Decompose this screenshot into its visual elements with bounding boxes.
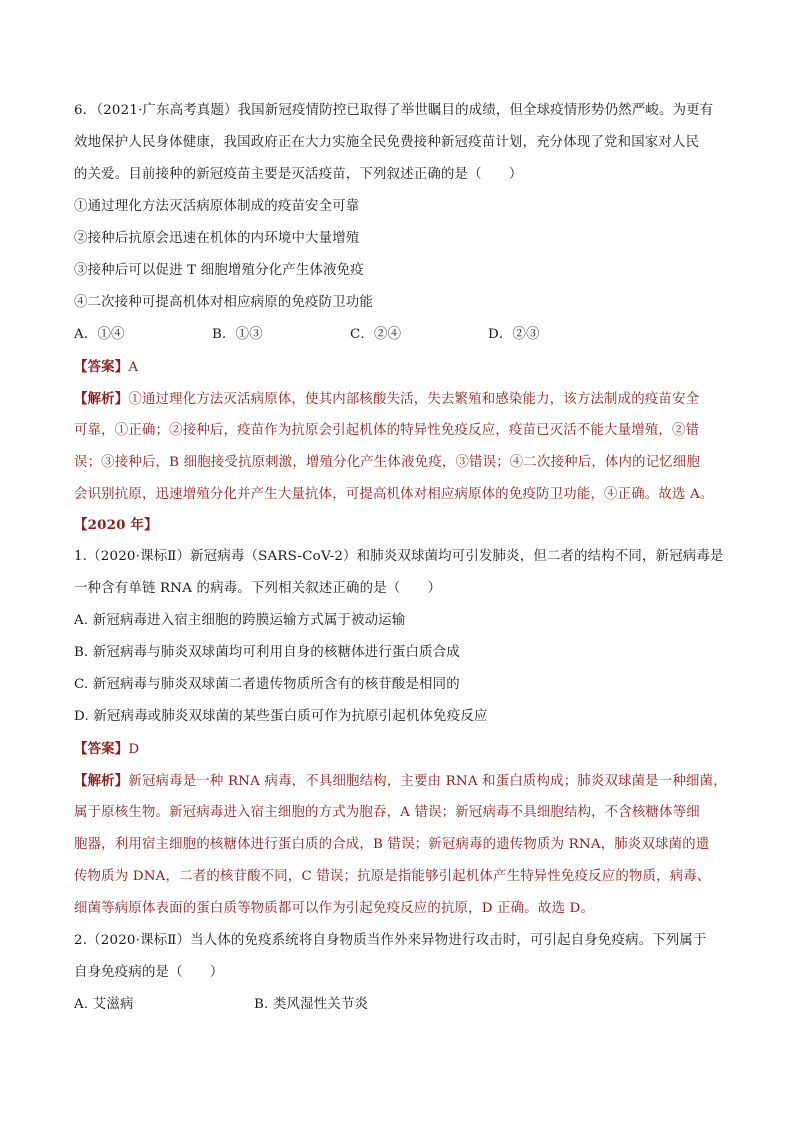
q1-analysis-line-3: 胞器，利用宿主细胞的核糖体进行蛋白质的合成，B 错误；新冠病毒的遗传物质为 RNA，肺炎双球菌的遗 <box>74 837 710 852</box>
q1-analysis-line-2: 属于原核生物。新冠病毒进入宿主细胞的方式为胞吞，A 错误；新冠病毒不具细胞结构，不含核糖体等细 <box>74 805 700 820</box>
q6-options <box>74 325 724 345</box>
q6-stem-line-1: 6．（2021·广东高考真题）我国新冠疫情防控已取得了举世瞩目的成绩，但全球疫情形势仍然严峻。为更有 <box>74 103 714 118</box>
q6-stem-line-2: 效地保护人民身体健康，我国政府正在大力实施全民免费接种新冠疫苗计划，充分体现了党和国家对人民 <box>74 135 700 150</box>
q1-stem-line-2: 一种含有单链 RNA 的病毒。下列相关叙述正确的是（ ） <box>74 581 442 596</box>
q2-stem-line-2: 自身免疫病的是（ ） <box>74 965 224 980</box>
q1-analysis-line-1 <box>74 771 727 792</box>
q6-statement-3: ③接种后可以促进 T 细胞增殖分化产生体液免疫 <box>74 263 364 278</box>
q6-answer-label: 【答案】 <box>74 359 129 375</box>
q6-option-d: D．②③ <box>488 327 540 342</box>
q1-answer-value: D <box>128 742 140 757</box>
q1-analysis-text-1: 新冠病毒是一种 RNA 病毒，不具细胞结构，主要由 RNA 和蛋白质构成；肺炎双球菌是一种细菌， <box>128 774 727 789</box>
q6-stem-line-3: 的关爱。目前接种的新冠疫苗主要是灭活疫苗，下列叙述正确的是（ ） <box>74 167 523 182</box>
q6-statement-4: ④二次接种可提高机体对相应病原的免疫防卫功能 <box>74 295 373 310</box>
q1-analysis-line-4: 传物质为 DNA，二者的核苷酸不同，C 错误；抗原是指能够引起机体产生特异性免疫反应的物质，病毒、 <box>74 869 711 884</box>
q6-analysis-line-1 <box>74 389 724 410</box>
q6-statement-1: ①通过理化方法灭活病原体制成的疫苗安全可靠 <box>74 199 360 214</box>
q2-option-b: B. 类风湿性关节炎 <box>254 997 369 1012</box>
q6-analysis-text-1: ①通过理化方法灭活病原体，使其内部核酸失活，失去繁殖和感染能力，该方法制成的疫苗安全 <box>128 392 700 407</box>
section-heading-2020: 【2020 年】 <box>74 517 158 533</box>
q1-analysis-line-5: 细菌等病原体表面的蛋白质等物质都可以作为引起免疫反应的抗原，D 正确。故选 D。 <box>74 901 595 916</box>
q6-option-a: A．①④ <box>74 327 125 342</box>
q1-option-c: C. 新冠病毒与肺炎双球菌二者遗传物质所含有的核苷酸是相同的 <box>74 677 460 692</box>
q6-analysis-line-3: 误；③接种后，B 细胞接受抗原刺激，增殖分化产生体液免疫，③错误；④二次接种后，体内的记忆细胞 <box>74 455 701 470</box>
q2-stem-line-1: 2.（2020·课标Ⅱ）当人体的免疫系统将自身物质当作外来异物进行攻击时，可引起自身免疫病。下列属于 <box>74 933 707 948</box>
q6-analysis-line-2: 可靠，①正确；②接种后，疫苗作为抗原会引起机体的特异性免疫反应，疫苗已灭活不能大量增殖，②错 <box>74 423 700 438</box>
q1-analysis-label: 【解析】 <box>74 773 129 789</box>
q6-option-b: B．①③ <box>212 327 263 342</box>
q1-option-d: D. 新冠病毒或肺炎双球菌的某些蛋白质可作为抗原引起机体免疫反应 <box>74 709 488 724</box>
q2-option-a: A. 艾滋病 <box>74 997 134 1012</box>
q1-stem-line-1: 1.（2020·课标Ⅱ）新冠病毒（SARS-CoV-2）和肺炎双球菌均可引发肺炎，但二者的结构不同，新冠病毒是 <box>74 549 724 564</box>
q6-answer <box>74 357 724 378</box>
q2-options <box>74 995 724 1015</box>
q6-analysis-line-4: 会识别抗原，迅速增殖分化并产生大量抗体，可提高机体对相应病原体的免疫防卫功能，④正确。故选 A。 <box>74 487 714 502</box>
q6-answer-value: A <box>128 360 139 375</box>
q1-option-b: B. 新冠病毒与肺炎双球菌均可利用自身的核糖体进行蛋白质合成 <box>74 645 460 660</box>
q1-answer-label: 【答案】 <box>74 741 129 757</box>
q1-answer <box>74 739 724 760</box>
q1-option-a: A. 新冠病毒进入宿主细胞的跨膜运输方式属于被动运输 <box>74 613 406 628</box>
q6-statement-2: ②接种后抗原会迅速在机体的内环境中大量增殖 <box>74 231 360 246</box>
q6-option-c: C．②④ <box>350 327 402 342</box>
q6-analysis-label: 【解析】 <box>74 391 129 407</box>
